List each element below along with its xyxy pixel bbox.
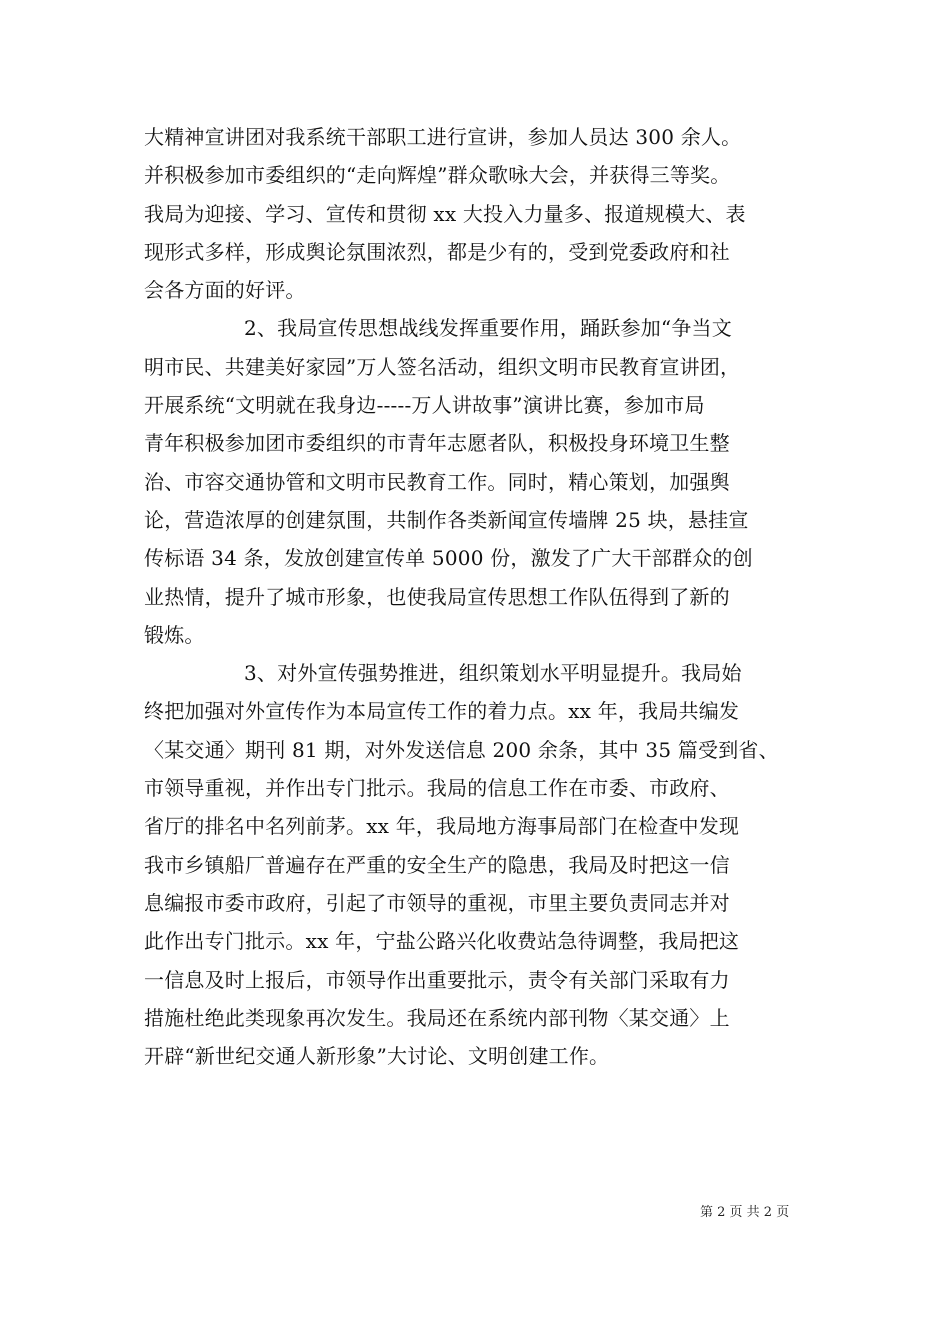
text-line: 此作出专门批示。xx 年，宁盐公路兴化收费站急待调整，我局把这	[144, 929, 740, 954]
text-line: 市领导重视，并作出专门批示。我局的信息工作在市委、市政府、	[144, 776, 730, 801]
text-line: 并积极参加市委组织的“走向辉煌”群众歌咏大会，并获得三等奖。	[144, 163, 731, 188]
text-line: 开展系统“文明就在我身边-----万人讲故事”演讲比赛，参加市局	[144, 393, 705, 418]
document-body	[144, 118, 806, 1075]
text-line: 现形式多样，形成舆论氛围浓烈，都是少有的，受到党委政府和社	[144, 239, 730, 264]
text-line: 治、市容交通协管和文明市民教育工作。同时，精心策划，加强舆	[144, 469, 730, 494]
text-line: 我市乡镇船厂普遍存在严重的安全生产的隐患，我局及时把这一信	[144, 852, 730, 877]
text-line: 我局为迎接、学习、宣传和贯彻 xx 大投入力量多、报道规模大、表	[144, 201, 746, 226]
text-line: 传标语 34 条，发放创建宣传单 5000 份，激发了广大干部群众的创	[144, 546, 753, 571]
text-line: 青年积极参加团市委组织的市青年志愿者队，积极投身环境卫生整	[144, 431, 730, 456]
text-line: 业热情，提升了城市形象，也使我局宣传思想工作队伍得到了新的	[144, 584, 730, 609]
text-line: 锻炼。	[144, 622, 205, 647]
text-line: 措施杜绝此类现象再次发生。我局还在系统内部刊物〈某交通〉上	[144, 1005, 730, 1030]
paragraph-3-start: 3、对外宣传强势推进，组织策划水平明显提升。我局始	[244, 661, 742, 686]
text-line: 一信息及时上报后，市领导作出重要批示，责令有关部门采取有力	[144, 967, 730, 992]
text-line: 终把加强对外宣传作为本局宣传工作的着力点。xx 年，我局共编发	[144, 699, 740, 724]
text-line: 大精神宣讲团对我系统干部职工进行宣讲，参加人员达 300 余人。	[144, 125, 742, 149]
text-line: 息编报市委市政府，引起了市领导的重视，市里主要负责同志并对	[144, 890, 730, 915]
text-line: 开辟“新世纪交通人新形象”大讨论、文明创建工作。	[144, 1044, 610, 1069]
text-line: 省厅的排名中名列前茅。xx 年，我局地方海事局部门在检查中发现	[144, 814, 740, 839]
paragraph-2-start: 2、我局宣传思想战线发挥重要作用，踊跃参加“争当文	[244, 316, 732, 341]
text-line: 明市民、共建美好家园”万人签名活动，组织文明市民教育宣讲团，	[144, 354, 741, 379]
text-line: 〈某交通〉期刊 81 期，对外发送信息 200 余条，其中 35 篇受到省、	[144, 737, 779, 762]
text-line: 会各方面的好评。	[144, 278, 306, 303]
text-line: 论，营造浓厚的创建氛围，共制作各类新闻宣传墙牌 25 块，悬挂宣	[144, 507, 749, 532]
page-number-footer: 第 2 页 共 2 页	[700, 1205, 790, 1220]
